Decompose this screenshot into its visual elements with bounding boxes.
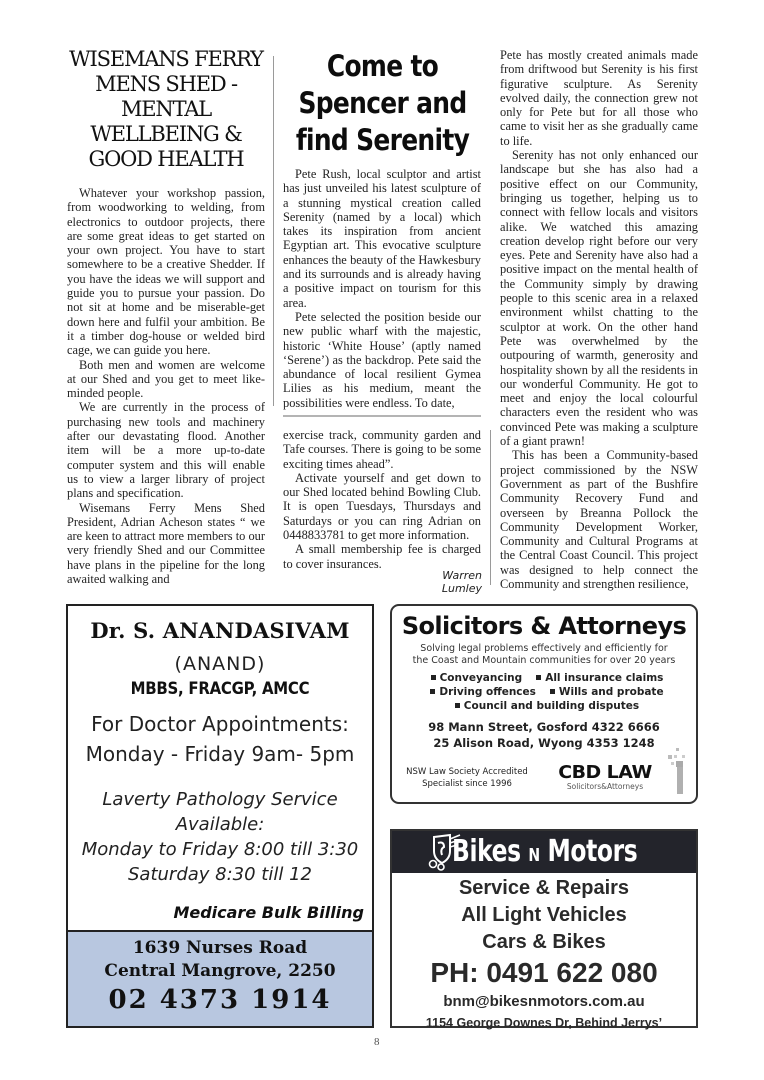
- law-title: Solicitors & Attorneys: [401, 612, 687, 640]
- appointment-info: [68, 709, 372, 769]
- bikes-header: [392, 831, 696, 873]
- bikes-phone: PH: 0491 622 080: [430, 957, 658, 988]
- article-paragraph: Pete selected the position beside our new public wharf with the majestic, historic ‘White House’ (aptly named ‘Serene’) as the backdrop. Pete said the abundance of local resilient Gymea Lilies as his medium, meant the possibilities were endless. To date,: [283, 309, 481, 410]
- article-paragraph: We are currently in the process of purchasing new tools and machinery after our devastating flood. Another item will be a more up-to-date computer system and this will enable us to view a larger library of project plans and specification.: [67, 400, 265, 501]
- law-addresses: [392, 719, 696, 751]
- pathology-line: Available:: [175, 814, 265, 835]
- section-divider: [283, 415, 481, 417]
- pathology-line: Saturday 8:30 till 12: [128, 864, 312, 885]
- address-line: Central Mangrove, 2250: [104, 961, 336, 981]
- office-address: 98 Mann Street, Gosford 4322 6666: [428, 720, 660, 734]
- service-item: Council and building disputes: [463, 700, 640, 712]
- article-paragraph: Activate yourself and get down to our Shed located behind Bowling Club. It is open Tuesdays, Thursdays and Saturdays or you can ring Adrian on 0448833781 to get more information.: [283, 470, 481, 543]
- article-paragraph: Pete has mostly created animals made from driftwood but Serenity is his first figurative sculpture. As Serenity evolved daily, the connection grew not only for Pete but for all those who came to visit her as she gradually came to life.: [500, 48, 698, 148]
- brand-n: N: [528, 845, 540, 866]
- doctor-name: Dr. S. ANANDASIVAM: [90, 618, 350, 643]
- doctor-qualifications: MBBS, FRACGP, AMCC: [130, 679, 310, 699]
- service-item: Driving offences: [439, 686, 536, 698]
- law-advertisement: [390, 604, 698, 804]
- column-divider: [273, 56, 274, 406]
- headline-line: MENS SHED -: [95, 72, 237, 96]
- mens-shed-headline: [62, 47, 270, 172]
- article-paragraph: This has been a Community-based project commissioned by the NSW Government as part of the Bushfire Community Recovery Fund and overseen by Breanna Pollock the Community Development Worker, Community and Cultural Programs at the Central Coast Council. This project was designed to help connect the Community and strengthen resilience,: [500, 448, 698, 591]
- doctor-address: [68, 937, 372, 983]
- bikes-address: 1154 George Downes Dr, Behind Jerrys’: [425, 1016, 663, 1030]
- bullet-icon: [536, 675, 541, 680]
- article-paragraph: Wisemans Ferry Mens Shed President, Adrian Acheson states “ we are keen to attract more members to our very friendly Shed and our Committee have plans in the pipeline for the long awaited walking and: [67, 500, 265, 587]
- address-line: 1639 Nurses Road: [132, 938, 308, 958]
- office-address: 25 Alison Road, Wyong 4353 1248: [433, 736, 655, 750]
- headline-line: WELLBEING &: [90, 122, 242, 146]
- bikes-brand: [452, 834, 637, 869]
- serenity-column-1: [283, 167, 481, 410]
- serenity-headline: [294, 48, 470, 159]
- accreditation-line: NSW Law Society Accredited: [406, 767, 528, 777]
- mens-shed-column-1: [67, 186, 265, 586]
- law-tagline: [392, 643, 696, 667]
- bikes-email: bnm@bikesnmotors.com.au: [443, 993, 645, 1010]
- headline-line: GOOD HEALTH: [88, 147, 244, 171]
- bullet-icon: [431, 675, 436, 680]
- bullet-icon: [455, 703, 460, 708]
- doctor-phone: 02 4373 1914: [108, 985, 332, 1015]
- pathology-line: Laverty Pathology Service: [102, 789, 338, 810]
- article-paragraph: exercise track, community garden and Tafe courses. There is going to be some exciting times ahead”.: [283, 428, 481, 471]
- service-item: Wills and probate: [558, 686, 664, 698]
- column-divider: [490, 430, 491, 585]
- headline-line: MENTAL: [121, 97, 211, 121]
- service-line: Service & Repairs: [458, 877, 630, 899]
- law-accreditation: [402, 766, 532, 790]
- service-item: Conveyancing: [439, 672, 523, 684]
- article-paragraph: A small membership fee is charged to cover insurances.: [283, 542, 481, 571]
- logo-name: CBD LAW: [558, 762, 652, 783]
- headline-line: Spencer and: [298, 86, 467, 120]
- article-paragraph: Whatever your workshop passion, from woodworking to welding, from electronics to outdoor projects, there are some great ideas to get started on your own project. You have to start somewhere to be a creative Shedder. If you have the ideas we will support and guide you to pursue your passion. Do not sit at home and be miserable-get down here and fulfil your ambition. Be it a timber dog-house or welded bird cage, we can guide you here.: [67, 186, 265, 358]
- article-paragraph: Pete Rush, local sculptor and artist has just unveiled his latest sculpture of a stunning mystical creation called Serenity (named by a local) which takes its inspiration from ancient Egyptian art. This evocative sculpture enhances the beauty of the Hawkesbury and its surrounds and is already having a positive impact on tourism for this area.: [283, 167, 481, 310]
- bikes-advertisement: [390, 829, 698, 1028]
- headline-line: Come to: [326, 49, 439, 83]
- service-line: Cars & Bikes: [482, 931, 606, 953]
- logo-subtitle: Solicitors&Attorneys: [566, 782, 644, 791]
- doctor-advertisement: [66, 604, 374, 1028]
- headline-line: WISEMANS FERRY: [69, 47, 263, 71]
- byline: Warren Lumley: [441, 569, 482, 595]
- accreditation-line: Specialist since 1996: [422, 779, 512, 789]
- bullet-icon: [430, 689, 435, 694]
- doctor-nickname: (ANAND): [174, 653, 266, 675]
- tagline-line: Solving legal problems effectively and efficiently for: [420, 643, 668, 654]
- pathology-info: [68, 787, 372, 887]
- pixel-column-logo-icon: [668, 748, 688, 794]
- brand-word: Bikes: [452, 834, 529, 869]
- serenity-column-2: [500, 48, 698, 591]
- article-paragraph: Serenity has not only enhanced our landscape but she has also had a positive effect on our Community, bringing us together, helping us to connect with fellow locals and visitors alike. We watched this amazing creation develop right before our very eyes. Pete and Serenity have also had a positive impact on the mental health of the Community simply by drawing people to this scenic area in a relaxed environment whilst chatting to the sculptor at work. On the other hand Pete was overwhelmed by the outpouring of warmth, generosity and hospitality shown by all the residents in our wonderful Community. He got to meet and enjoy the local colourful characters even the resident who was convinced Pete was making a sculpture of a giant prawn!: [500, 148, 698, 449]
- service-line: All Light Vehicles: [461, 904, 627, 926]
- cbd-law-logo: [550, 762, 660, 791]
- law-services: [392, 671, 696, 713]
- appointments-label: For Doctor Appointments:: [91, 712, 349, 736]
- service-item: All insurance claims: [545, 672, 664, 684]
- page-number: 8: [374, 1036, 380, 1048]
- billing-note: Medicare Bulk Billing: [173, 903, 364, 922]
- brand-word: Motors: [539, 834, 638, 869]
- pathology-line: Monday to Friday 8:00 till 3:30: [81, 839, 359, 860]
- bullet-icon: [550, 689, 555, 694]
- appointments-hours: Monday - Friday 9am- 5pm: [85, 742, 355, 766]
- doctor-contact-footer: [68, 930, 372, 1026]
- mens-shed-column-2: [283, 428, 481, 571]
- article-paragraph: Both men and women are welcome at our Shed and you get to meet like-minded people.: [67, 357, 265, 401]
- headline-line: find Serenity: [295, 123, 470, 157]
- tagline-line: the Coast and Mountain communities for over 20 years: [412, 655, 676, 666]
